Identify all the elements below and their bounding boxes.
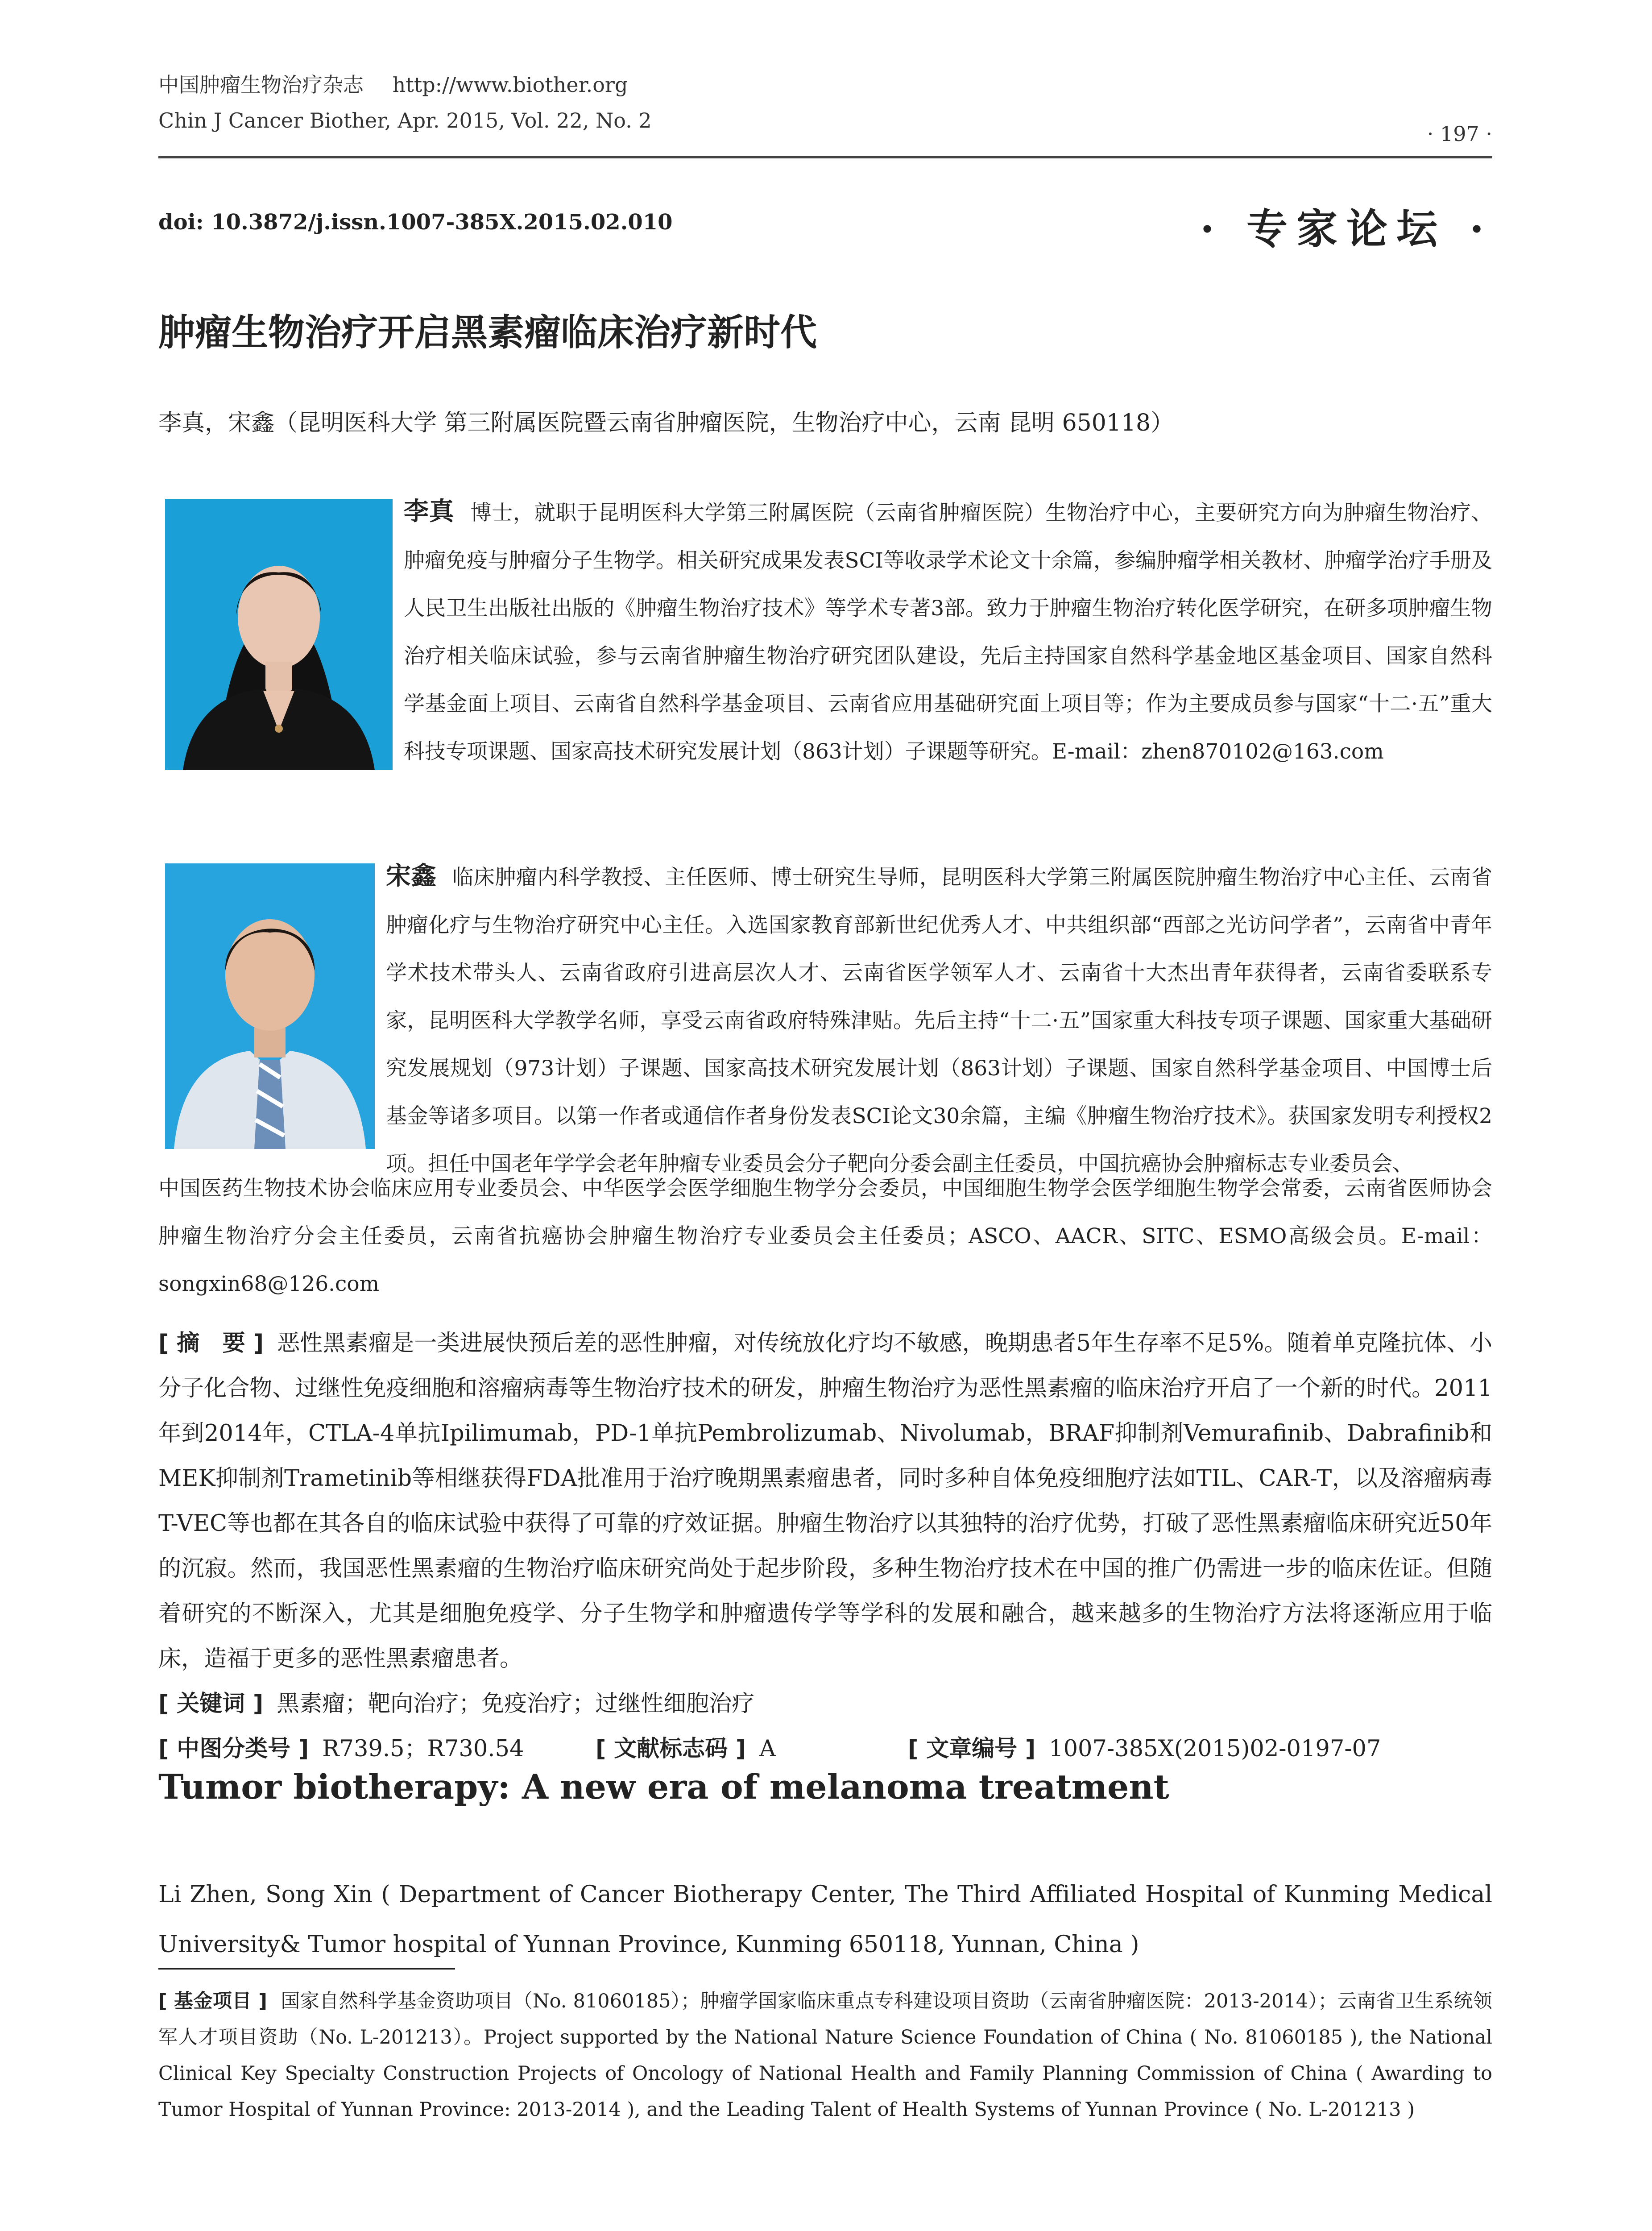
bio-text-song-xin-top: 临床肿瘤内科学教授、主任医师、博士研究生导师，昆明医科大学第三附属医院肿瘤生物治疗中心主任、云南省肿瘤化疗与生物治疗研究中心主任。入选国家教育部新世纪优秀人才、中共组织部“西部之光访问学者”，云南省中青年学术技术带头人、云南省政府引进高层次人才、云南省医学领军人才、云南省十大杰出青年获得者，云南省委联系专家，昆明医科大学教学名师，享受云南省政府特殊津贴。先后主持“十二·五”国家重大科技专项子课题、国家重大基础研究发展规划（973计划）子课题、国家高技术研究发展计划（863计划）子课题、国家自然科学基金项目、中国博士后基金等诸多项目。以第一作者或通信作者身份发表SCI论文30余篇，主编《肿瘤生物治疗技术》。获国家发明专利授权2项。担任中国老年学学会老年肿瘤专业委员会分子靶向分委会副主任委员，中国抗癌协会肿瘤标志专业委员会、 <box>386 865 1493 1176</box>
abstract-label: [ 摘 要 ] <box>158 1330 264 1356</box>
article-title-en: Tumor biotherapy: A new era of melanoma treatment <box>158 1767 1169 1807</box>
running-header <box>158 67 1492 156</box>
bio-song-xin-continued: 中国医药生物技术协会临床应用专业委员会、中华医学会医学细胞生物学分会委员，中国细胞生物学会医学细胞生物学会常委，云南省医师协会肿瘤生物治疗分会主任委员，云南省抗癌协会肿瘤生物治疗专业委员会主任委员；ASCO、AACR、SITC、ESMO高级会员。E-mail：songxin68@126.com <box>158 1176 1492 1296</box>
article-number-label: [ 文章编号 ] <box>908 1736 1036 1762</box>
bio-name-song-xin: 宋鑫 <box>386 861 437 891</box>
article-title-cn: 肿瘤生物治疗开启黑素瘤临床治疗新时代 <box>158 311 817 354</box>
article-number-group <box>908 1726 1381 1771</box>
column-label: · 专家论坛 · <box>1200 205 1493 253</box>
article-number-value: 1007-385X(2015)02-0197-07 <box>1049 1736 1381 1762</box>
authors-en: Li Zhen, Song Xin ( Department of Cancer Biotherapy Center, The Third Affiliated Hospital of Kunming Medical University& Tumor hospital of Yunnan Province, Kunming 650118, Yunnan, China ) <box>158 1881 1492 1958</box>
clc-label: [ 中图分类号 ] <box>158 1736 309 1762</box>
keywords-label: [ 关键词 ] <box>158 1691 264 1717</box>
page-number: · 197 · <box>1427 122 1492 146</box>
header-divider <box>158 156 1492 158</box>
clc-value: R739.5；R730.54 <box>322 1736 524 1762</box>
author-photo-song-xin <box>165 863 375 1149</box>
classification-line <box>158 1726 1492 1771</box>
journal-url[interactable]: http://www.biother.org <box>392 73 628 97</box>
doc-code-group <box>596 1726 776 1771</box>
journal-name-cn: 中国肿瘤生物治疗杂志 <box>158 73 364 97</box>
doc-code-value: A <box>759 1736 776 1762</box>
bio-name-li-zhen: 李真 <box>404 497 455 526</box>
doc-code-label: [ 文献标志码 ] <box>596 1736 746 1762</box>
funding-label: [ 基金项目 ] <box>158 1990 267 2012</box>
authors-cn: 李真，宋鑫（昆明医科大学 第三附属医院暨云南省肿瘤医院，生物治疗中心，云南 昆明 650118） <box>158 410 1174 436</box>
keywords-text: 黑素瘤；靶向治疗；免疫治疗；过继性细胞治疗 <box>277 1691 755 1717</box>
header-journal-line <box>158 67 1492 103</box>
funding-note <box>158 1983 1492 2128</box>
keywords <box>158 1681 1492 1726</box>
funding-text: 国家自然科学基金资助项目（No. 81060185）；肿瘤学国家临床重点专科建设项目资助（云南省肿瘤医院：2013-2014）；云南省卫生系统领军人才项目资助（No. L-201213）。Project supported by the National Nature Science Foundation of China ( No. 81060185 ), the National Clinical Key Specialty Construction Projects of Oncology of National Health and Family Planning Commission of China ( Awarding to Tumor Hospital of Yunnan Province: 2013-2014 ), and the Leading Talent of Health Systems of Yunnan Province ( No. L-201213 ) <box>158 1990 1492 2121</box>
abstract-text: 恶性黑素瘤是一类进展快预后差的恶性肿瘤，对传统放化疗均不敏感，晚期患者5年生存率不足5%。随着单克隆抗体、小分子化合物、过继性免疫细胞和溶瘤病毒等生物治疗技术的研发，肿瘤生物治疗为恶性黑素瘤的临床治疗开启了一个新的时代。2011年到2014年，CTLA-4单抗Ipilimumab，PD-1单抗Pembrolizumab、Nivolumab，BRAF抑制剂Vemurafinib、Dabrafinib和MEK抑制剂Trametinib等相继获得FDA批准用于治疗晚期黑素瘤患者，同时多种自体免疫细胞疗法如TIL、CAR-T，以及溶瘤病毒T-VEC等也都在其各自的临床试验中获得了可靠的疗效证据。肿瘤生物治疗以其独特的治疗优势，打破了恶性黑素瘤临床研究近50年的沉寂。然而，我国恶性黑素瘤的生物治疗临床研究尚处于起步阶段，多种生物治疗技术在中国的推广仍需进一步的临床佐证。但随着研究的不断深入，尤其是细胞免疫学、分子生物学和肿瘤遗传学等学科的发展和融合，越来越多的生物治疗方法将逐渐应用于临床，造福于更多的恶性黑素瘤患者。 <box>158 1330 1492 1672</box>
footnote-divider <box>158 1968 455 1970</box>
abstract-section <box>158 1321 1492 1771</box>
bio-song-xin <box>386 852 1492 1188</box>
abstract <box>158 1321 1492 1681</box>
bio-li-zhen <box>404 488 1492 775</box>
journal-name-en: Chin J Cancer Biother, Apr. 2015, Vol. 22, No. 2 <box>158 108 652 133</box>
bio-text-li-zhen: 博士，就职于昆明医科大学第三附属医院（云南省肿瘤医院）生物治疗中心，主要研究方向为肿瘤生物治疗、肿瘤免疫与肿瘤分子生物学。相关研究成果发表SCI等收录学术论文十余篇，参编肿瘤学相关教材、肿瘤学治疗手册及人民卫生出版社出版的《肿瘤生物治疗技术》等学术专著3部。致力于肿瘤生物治疗转化医学研究，在研多项肿瘤生物治疗相关临床试验，参与云南省肿瘤生物治疗研究团队建设，先后主持国家自然科学基金地区基金项目、国家自然科学基金面上项目、云南省自然科学基金项目、云南省应用基础研究面上项目等；作为主要成员参与国家“十二·五”重大科技专项课题、国家高技术研究发展计划（863计划）子课题等研究。E-mail：zhen870102@163.com <box>404 501 1493 764</box>
author-photo-li-zhen <box>165 499 393 770</box>
doi: doi: 10.3872/j.issn.1007-385X.2015.02.010 <box>158 210 673 235</box>
clc-group <box>158 1726 524 1771</box>
